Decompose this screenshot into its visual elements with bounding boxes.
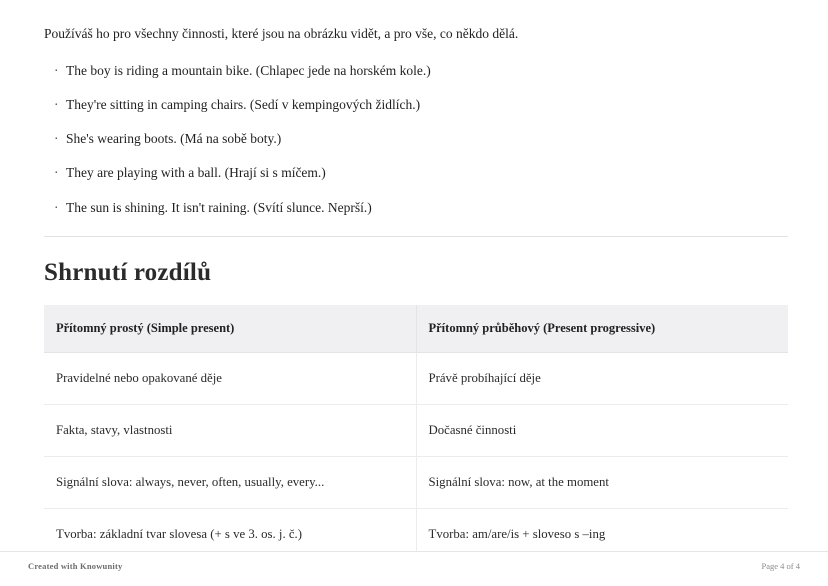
example-sentence-list xyxy=(44,54,788,225)
list-item-text: They're sitting in camping chairs. (Sedí v kempingových židlích.) xyxy=(66,96,421,112)
list-item-text: They are playing with a ball. (Hrají si s míčem.) xyxy=(66,165,326,181)
table-body xyxy=(44,352,788,560)
table-cell: Právě probíhající děje xyxy=(416,352,788,404)
list-item xyxy=(44,54,788,88)
bullet-marker-icon: · xyxy=(54,131,59,147)
table-cell: Tvorba: am/are/is + sloveso s –ing xyxy=(416,508,788,560)
bullet-marker-icon: · xyxy=(54,96,59,112)
table-header xyxy=(44,305,788,353)
table-row xyxy=(44,352,788,404)
bullet-marker-icon: · xyxy=(54,199,59,215)
footer-brand-label: Created with Knowunity xyxy=(28,561,123,571)
table-cell: Signální slova: always, never, often, usually, every... xyxy=(44,456,416,508)
table-cell: Fakta, stavy, vlastnosti xyxy=(44,404,416,456)
table-header-simple-present: Přítomný prostý (Simple present) xyxy=(44,305,416,353)
list-item-text: The boy is riding a mountain bike. (Chlapec jede na horském kole.) xyxy=(66,62,431,78)
intro-paragraph: Používáš ho pro všechny činnosti, které jsou na obrázku vidět, a pro vše, co někdo dělá. xyxy=(44,26,519,41)
table-row xyxy=(44,456,788,508)
table-header-row xyxy=(44,305,788,353)
list-item xyxy=(44,156,788,190)
table-cell: Tvorba: základní tvar slovesa (+ s ve 3. os. j. č.) xyxy=(44,508,416,560)
table-header-present-progressive: Přítomný průběhový (Present progressive) xyxy=(416,305,788,353)
list-item xyxy=(44,88,788,122)
page-footer xyxy=(0,551,828,586)
comparison-table xyxy=(44,305,788,561)
footer-page-number: Page 4 of 4 xyxy=(761,561,800,571)
list-item xyxy=(44,122,788,156)
list-item xyxy=(44,191,788,225)
list-item-text: The sun is shining. It isn't raining. (Svítí slunce. Neprší.) xyxy=(66,199,372,215)
table-cell: Pravidelné nebo opakované děje xyxy=(44,352,416,404)
section-divider xyxy=(44,236,788,237)
bullet-marker-icon: · xyxy=(54,165,59,181)
bullet-marker-icon: · xyxy=(54,62,59,78)
table-cell: Dočasné činnosti xyxy=(416,404,788,456)
list-item-text: She's wearing boots. (Má na sobě boty.) xyxy=(66,131,282,147)
table-cell: Signální slova: now, at the moment xyxy=(416,456,788,508)
table-row xyxy=(44,404,788,456)
document-content xyxy=(44,24,788,561)
page-title: Shrnutí rozdílů xyxy=(44,258,212,286)
